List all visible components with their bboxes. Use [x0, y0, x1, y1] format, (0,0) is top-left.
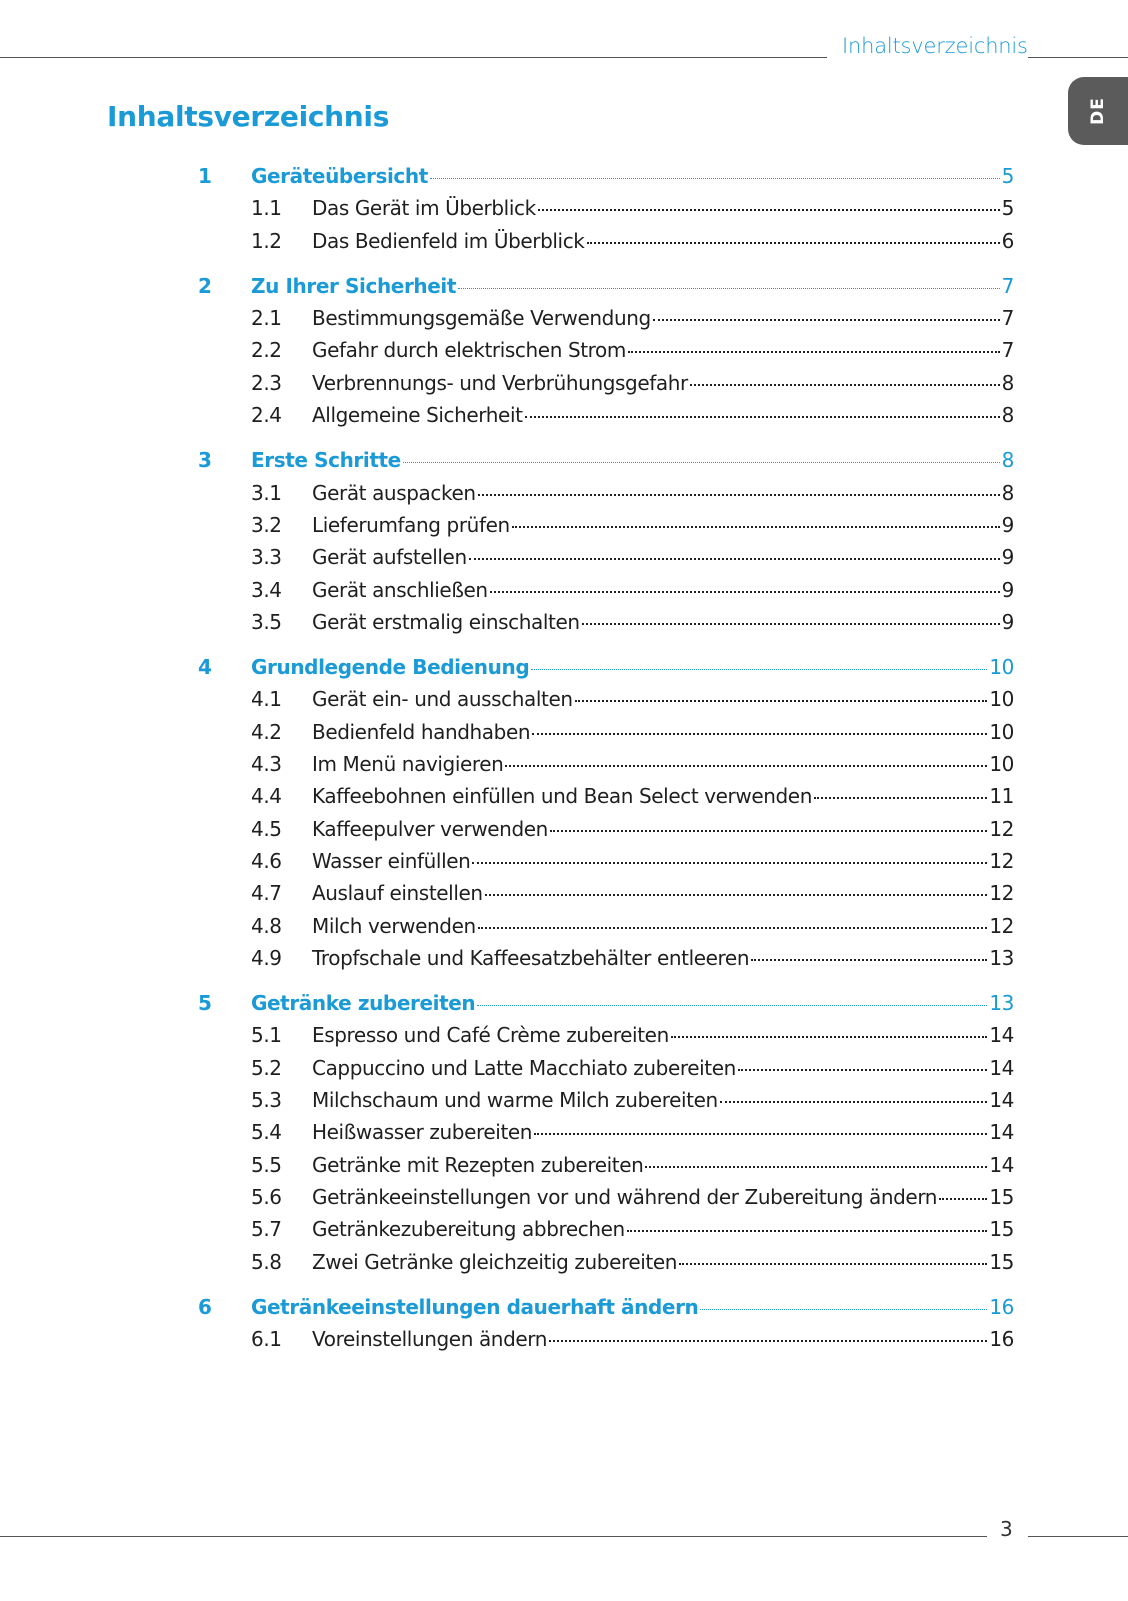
toc-section-entry[interactable] [0, 403, 1128, 435]
dot-leader [550, 830, 987, 832]
toc-section-entry[interactable] [0, 371, 1128, 403]
toc-chapter [0, 991, 1128, 1282]
toc-entry-number: 5.6 [251, 1184, 282, 1209]
toc-entry-title: Getränkezubereitung abbrechen [312, 1217, 625, 1242]
toc-entry-number: 3.5 [251, 609, 282, 634]
toc-entry-page: 11 [989, 784, 1014, 809]
toc-entry-number: 5.5 [251, 1152, 282, 1177]
dot-leader [490, 591, 1000, 593]
header-rule-left [0, 57, 827, 58]
table-of-contents [0, 164, 1128, 1372]
toc-entry-body [312, 1327, 1014, 1351]
toc-entry-body [312, 881, 1014, 905]
dot-leader [403, 462, 1000, 463]
dot-leader [814, 797, 987, 799]
toc-entry-page: 8 [1001, 480, 1014, 505]
toc-entry-number: 6 [198, 1294, 212, 1319]
toc-entry-number: 3.4 [251, 577, 282, 602]
toc-section-entry[interactable] [0, 513, 1128, 545]
toc-entry-title: Bedienfeld handhaben [312, 719, 531, 744]
toc-entry-body [312, 914, 1014, 938]
toc-entry-number: 5.4 [251, 1120, 282, 1145]
toc-entry-number: 2 [198, 273, 212, 298]
toc-entry-page: 10 [989, 752, 1014, 777]
toc-entry-page: 9 [1001, 577, 1014, 602]
toc-section-entry[interactable] [0, 1023, 1128, 1055]
toc-section-entry[interactable] [0, 946, 1128, 978]
toc-entry-title: Auslauf einstellen [312, 881, 483, 906]
toc-entry-page: 5 [1001, 196, 1014, 221]
toc-chapter [0, 164, 1128, 261]
toc-entry-page: 9 [1001, 609, 1014, 634]
toc-entry-page: 7 [1001, 273, 1014, 298]
toc-entry-title: Das Gerät im Überblick [312, 196, 536, 221]
language-tab [1068, 77, 1128, 145]
toc-entry-body [312, 338, 1014, 362]
toc-entry-number: 5.7 [251, 1217, 282, 1242]
toc-entry-title: Gerät ein- und ausschalten [312, 687, 573, 712]
dot-leader [485, 894, 988, 896]
toc-entry-title: Milch verwenden [312, 913, 476, 938]
toc-entry-number: 5.8 [251, 1249, 282, 1274]
toc-entry-number: 2.2 [251, 338, 282, 363]
toc-entry-title: Kaffeepulver verwenden [312, 816, 548, 841]
toc-entry-title: Heißwasser zubereiten [312, 1120, 533, 1145]
dot-leader [679, 1263, 987, 1265]
dot-leader [751, 959, 987, 961]
toc-chapter-entry[interactable] [0, 274, 1128, 306]
toc-entry-title: Grundlegende Bedienung [251, 655, 530, 680]
dot-leader [538, 209, 1000, 211]
toc-entry-title: Allgemeine Sicherheit [312, 403, 523, 428]
toc-section-entry[interactable] [0, 306, 1128, 338]
toc-section-entry[interactable] [0, 578, 1128, 610]
toc-section-entry[interactable] [0, 1056, 1128, 1088]
toc-entry-number: 4.6 [251, 848, 282, 873]
toc-entry-body [251, 655, 1014, 679]
toc-chapter-entry[interactable] [0, 991, 1128, 1023]
toc-entry-page: 14 [989, 1055, 1014, 1080]
dot-leader [478, 927, 988, 929]
toc-section-entry[interactable] [0, 720, 1128, 752]
toc-chapter [0, 448, 1128, 642]
dot-leader [939, 1198, 987, 1200]
toc-section-entry[interactable] [0, 784, 1128, 816]
dot-leader [690, 384, 1000, 386]
toc-entry-title: Gefahr durch elektrischen Strom [312, 338, 626, 363]
toc-entry-body [312, 578, 1014, 602]
toc-entry-body [251, 274, 1014, 298]
toc-entry-body [312, 849, 1014, 873]
toc-entry-page: 15 [989, 1249, 1014, 1274]
dot-leader [505, 765, 987, 767]
toc-entry-number: 4.9 [251, 945, 282, 970]
toc-entry-body [312, 752, 1014, 776]
toc-section-entry[interactable] [0, 687, 1128, 719]
toc-entry-page: 10 [989, 687, 1014, 712]
toc-entry-title: Wasser einfüllen [312, 848, 471, 873]
dot-leader [671, 1036, 988, 1038]
toc-entry-title: Verbrennungs- und Verbrühungsgefahr [312, 370, 688, 395]
footer-rule-left [0, 1536, 987, 1537]
toc-section-entry[interactable] [0, 1153, 1128, 1185]
toc-entry-number: 1 [198, 164, 212, 188]
toc-entry-number: 5.1 [251, 1023, 282, 1048]
toc-entry-body [312, 946, 1014, 970]
dot-leader [653, 319, 1000, 321]
toc-entry-title: Getränkeeinstellungen dauerhaft ändern [251, 1294, 699, 1319]
toc-entry-body [312, 1153, 1014, 1177]
header-section-label: Inhaltsverzeichnis [842, 34, 1028, 58]
toc-entry-body [312, 1120, 1014, 1144]
toc-entry-number: 3.2 [251, 512, 282, 537]
toc-entry-title: Gerät auspacken [312, 480, 476, 505]
toc-entry-title: Cappuccino und Latte Macchiato zubereiten [312, 1055, 736, 1080]
toc-entry-page: 12 [989, 848, 1014, 873]
toc-entry-body [312, 784, 1014, 808]
toc-entry-title: Zwei Getränke gleichzeitig zubereiten [312, 1249, 678, 1274]
dot-leader [645, 1166, 987, 1168]
toc-section-entry[interactable] [0, 752, 1128, 784]
toc-entry-body [312, 1185, 1014, 1209]
toc-entry-number: 5 [198, 991, 212, 1016]
toc-entry-page: 10 [989, 655, 1014, 680]
dot-leader [587, 242, 1000, 244]
toc-entry-body [312, 1056, 1014, 1080]
toc-section-entry[interactable] [0, 338, 1128, 370]
toc-entry-page: 9 [1001, 545, 1014, 570]
toc-section-entry[interactable] [0, 817, 1128, 849]
dot-leader [477, 1005, 987, 1006]
toc-entry-body [312, 1250, 1014, 1274]
toc-entry-title: Gerät erstmalig einschalten [312, 609, 580, 634]
dot-leader [582, 623, 1000, 625]
toc-entry-title: Gerät anschließen [312, 577, 488, 602]
footer-rule-right [1028, 1536, 1128, 1537]
toc-section-entry[interactable] [0, 196, 1128, 228]
toc-entry-page: 12 [989, 816, 1014, 841]
toc-entry-title: Voreinstellungen ändern [312, 1327, 548, 1352]
toc-entry-title: Getränkeeinstellungen vor und während der Zubereitung ändern [312, 1184, 938, 1209]
toc-chapter-entry[interactable] [0, 448, 1128, 480]
toc-entry-page: 13 [989, 991, 1014, 1016]
toc-entry-body [251, 991, 1014, 1015]
toc-entry-title: Geräteübersicht [251, 164, 428, 188]
toc-entry-title: Zu Ihrer Sicherheit [251, 273, 457, 298]
toc-entry-page: 14 [989, 1023, 1014, 1048]
toc-entry-body [312, 687, 1014, 711]
toc-entry-page: 14 [989, 1088, 1014, 1113]
toc-entry-number: 4.7 [251, 881, 282, 906]
toc-entry-body [312, 229, 1014, 253]
toc-entry-number: 6.1 [251, 1327, 282, 1352]
toc-entry-number: 5.3 [251, 1088, 282, 1113]
toc-entry-page: 14 [989, 1152, 1014, 1177]
toc-entry-title: Milchschaum und warme Milch zubereiten [312, 1088, 718, 1113]
language-tab-label: DE [1088, 97, 1108, 125]
dot-leader [430, 178, 1000, 179]
toc-section-entry[interactable] [0, 1327, 1128, 1359]
toc-entry-body [312, 196, 1014, 220]
dot-leader [738, 1069, 987, 1071]
dot-leader [532, 733, 987, 735]
toc-entry-title: Bestimmungsgemäße Verwendung [312, 306, 651, 331]
dot-leader [525, 416, 1000, 418]
toc-section-entry[interactable] [0, 545, 1128, 577]
toc-entry-body [312, 306, 1014, 330]
toc-section-entry[interactable] [0, 1217, 1128, 1249]
toc-entry-page: 9 [1001, 512, 1014, 537]
toc-entry-title: Getränke mit Rezepten zubereiten [312, 1152, 644, 1177]
dot-leader [512, 526, 1000, 528]
toc-entry-number: 4.3 [251, 752, 282, 777]
toc-section-entry[interactable] [0, 849, 1128, 881]
toc-section-entry[interactable] [0, 481, 1128, 513]
toc-entry-number: 4 [198, 655, 212, 680]
toc-chapter [0, 655, 1128, 978]
dot-leader [627, 1230, 988, 1232]
toc-entry-body [312, 403, 1014, 427]
header-rule-right [1028, 57, 1128, 58]
toc-section-entry[interactable] [0, 610, 1128, 642]
toc-entry-page: 10 [989, 719, 1014, 744]
page-title: Inhaltsverzeichnis [107, 100, 390, 133]
toc-entry-body [312, 1023, 1014, 1047]
dot-leader [469, 558, 1000, 560]
toc-entry-number: 4.5 [251, 816, 282, 841]
toc-entry-body [312, 720, 1014, 744]
toc-entry-body [312, 481, 1014, 505]
toc-entry-number: 4.1 [251, 687, 282, 712]
toc-chapter [0, 274, 1128, 435]
toc-entry-page: 15 [989, 1217, 1014, 1242]
toc-section-entry[interactable] [0, 1088, 1128, 1120]
toc-section-entry[interactable] [0, 1120, 1128, 1152]
toc-entry-page: 6 [1001, 228, 1014, 253]
toc-section-entry[interactable] [0, 881, 1128, 913]
toc-entry-title: Erste Schritte [251, 448, 401, 473]
toc-chapter-entry[interactable] [0, 164, 1128, 196]
dot-leader [720, 1101, 988, 1103]
dot-leader [478, 494, 1000, 496]
toc-entry-number: 5.2 [251, 1055, 282, 1080]
toc-entry-body [312, 545, 1014, 569]
dot-leader [700, 1309, 987, 1310]
toc-chapter [0, 1295, 1128, 1360]
page-number: 3 [1000, 1517, 1013, 1541]
toc-entry-page: 8 [1001, 403, 1014, 428]
toc-entry-number: 2.3 [251, 370, 282, 395]
toc-entry-page: 7 [1001, 306, 1014, 331]
toc-entry-body [312, 1217, 1014, 1241]
toc-entry-page: 5 [1001, 164, 1014, 188]
toc-section-entry[interactable] [0, 914, 1128, 946]
toc-entry-title: Lieferumfang prüfen [312, 512, 510, 537]
toc-entry-body [251, 448, 1014, 472]
toc-entry-page: 13 [989, 945, 1014, 970]
toc-chapter-entry[interactable] [0, 1295, 1128, 1327]
toc-entry-page: 12 [989, 881, 1014, 906]
toc-entry-number: 3 [198, 448, 212, 473]
toc-section-entry[interactable] [0, 1250, 1128, 1282]
dot-leader [534, 1133, 987, 1135]
toc-entry-page: 7 [1001, 338, 1014, 363]
toc-entry-page: 8 [1001, 448, 1014, 473]
dot-leader [531, 669, 987, 670]
toc-section-entry[interactable] [0, 229, 1128, 261]
toc-entry-page: 14 [989, 1120, 1014, 1145]
toc-entry-title: Gerät aufstellen [312, 545, 467, 570]
toc-entry-number: 1.1 [251, 196, 282, 221]
toc-entry-body [312, 371, 1014, 395]
toc-entry-title: Im Menü navigieren [312, 752, 504, 777]
toc-entry-body [312, 513, 1014, 537]
toc-entry-number: 2.1 [251, 306, 282, 331]
toc-entry-number: 4.2 [251, 719, 282, 744]
toc-entry-body [251, 164, 1014, 188]
toc-entry-number: 3.1 [251, 480, 282, 505]
toc-section-entry[interactable] [0, 1185, 1128, 1217]
toc-entry-number: 3.3 [251, 545, 282, 570]
toc-entry-page: 16 [989, 1294, 1014, 1319]
toc-entry-body [312, 610, 1014, 634]
toc-entry-title: Espresso und Café Crème zubereiten [312, 1023, 669, 1048]
toc-entry-body [251, 1295, 1014, 1319]
toc-entry-page: 12 [989, 913, 1014, 938]
toc-entry-number: 2.4 [251, 403, 282, 428]
toc-entry-number: 1.2 [251, 228, 282, 253]
toc-chapter-entry[interactable] [0, 655, 1128, 687]
dot-leader [458, 288, 1000, 289]
toc-entry-body [312, 1088, 1014, 1112]
toc-entry-page: 16 [989, 1327, 1014, 1352]
toc-entry-title: Kaffeebohnen einfüllen und Bean Select verwenden [312, 784, 812, 809]
dot-leader [472, 862, 987, 864]
toc-entry-body [312, 817, 1014, 841]
toc-entry-number: 4.4 [251, 784, 282, 809]
toc-entry-title: Getränke zubereiten [251, 991, 476, 1016]
toc-entry-number: 4.8 [251, 913, 282, 938]
toc-entry-page: 15 [989, 1184, 1014, 1209]
toc-entry-page: 8 [1001, 370, 1014, 395]
dot-leader [549, 1340, 987, 1342]
toc-entry-title: Das Bedienfeld im Überblick [312, 228, 585, 253]
dot-leader [575, 700, 988, 702]
toc-entry-title: Tropfschale und Kaffeesatzbehälter entleeren [312, 945, 750, 970]
dot-leader [628, 351, 1000, 353]
